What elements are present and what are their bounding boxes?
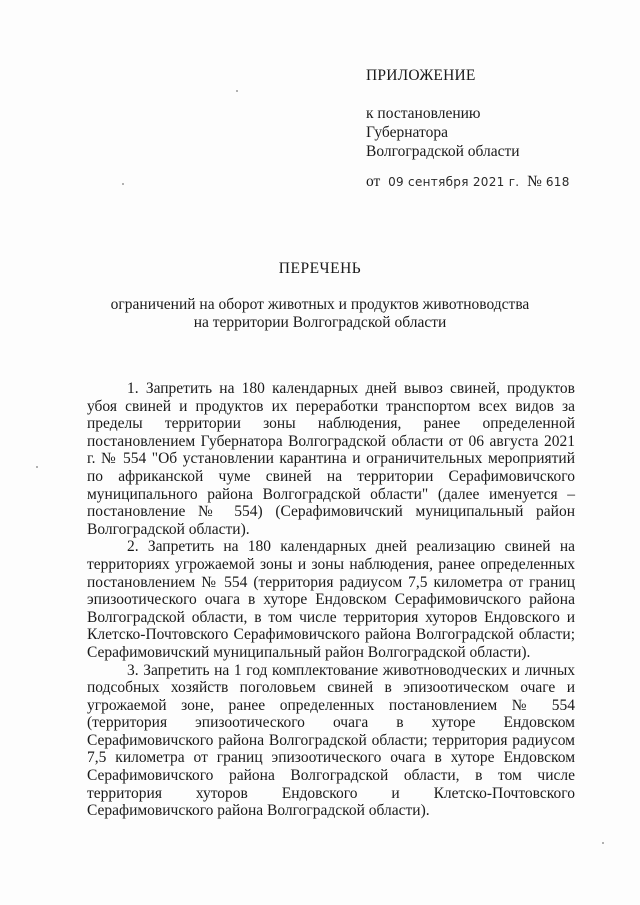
appendix-line-region: Волгоградской области [366, 143, 520, 160]
document-body [87, 380, 575, 820]
paragraph-3: 3. Запретить на 1 год комплектование животноводческих и личных подсобных хозяйств поголовьем свиней в эпизоотическом очаге и угрожаемой зоне, ранее определенных постановлением № 554 (территория эпизоотического очага в хуторе Ендовском Серафимовичского района Волгоградской области; территория радиусом 7,5 километра от границ эпизоотического очага в хуторе Ендовском Серафимовичского района Волгоградской области, в том числе территория хуторов Ендовского и Клетско-Почтовского Серафимовичского района Волгоградской области). [87, 661, 575, 820]
scan-speck [36, 466, 38, 468]
appendix-heading: ПРИЛОЖЕНИЕ [366, 67, 476, 84]
document-title: ПЕРЕЧЕНЬ [278, 260, 362, 277]
subtitle-line-2: на территории Волгоградской области [193, 314, 447, 331]
appendix-block [366, 66, 570, 190]
scan-speck [602, 842, 604, 844]
appendix-line-resolution: к постановлению [366, 105, 481, 122]
date-prefix: от [366, 173, 381, 190]
paragraph-2: 2. Запретить на 180 календарных дней реализацию свиней на территориях угрожаемой зоны и зоны наблюдения, ранее определенных постановлением № 554 (территория радиусом 7,5 километра от границ эпизоотического очага в хуторе Ендовском Серафимовичского района Волгоградской области, в том числе территория хуторов Ендовского и Клетско-Почтовского Серафимовичского района Волгоградской области; Серафимовичский муниципальный район Волгоградской области). [87, 538, 575, 661]
appendix-date-line [366, 172, 606, 192]
appendix-line-governor: Губернатора [366, 124, 448, 141]
document-subtitle [0, 296, 640, 332]
number-prefix: № [527, 173, 542, 190]
number-value: 618 [545, 175, 570, 189]
subtitle-line-1: ограничений на оборот животных и продуктов животноводства [110, 296, 530, 313]
scan-speck [122, 183, 124, 185]
date-value: 09 сентября 2021 г. [388, 175, 520, 189]
paragraph-1: 1. Запретить на 180 календарных дней вывоз свиней, продуктов убоя свиней и продуктов их переработки транспортом всех видов за пределы территории зоны наблюдения, ранее определенной постановлением Губернатора Волгоградской области от 06 августа 2021 г. № 554 "Об установлении карантина и ограничительных мероприятий по африканской чуме свиней на территории Серафимовичского муниципального района Волгоградской области" (далее именуется – постановление № 554) (Серафимовичский муниципальный район Волгоградской области). [87, 380, 575, 538]
scan-speck [236, 90, 238, 92]
